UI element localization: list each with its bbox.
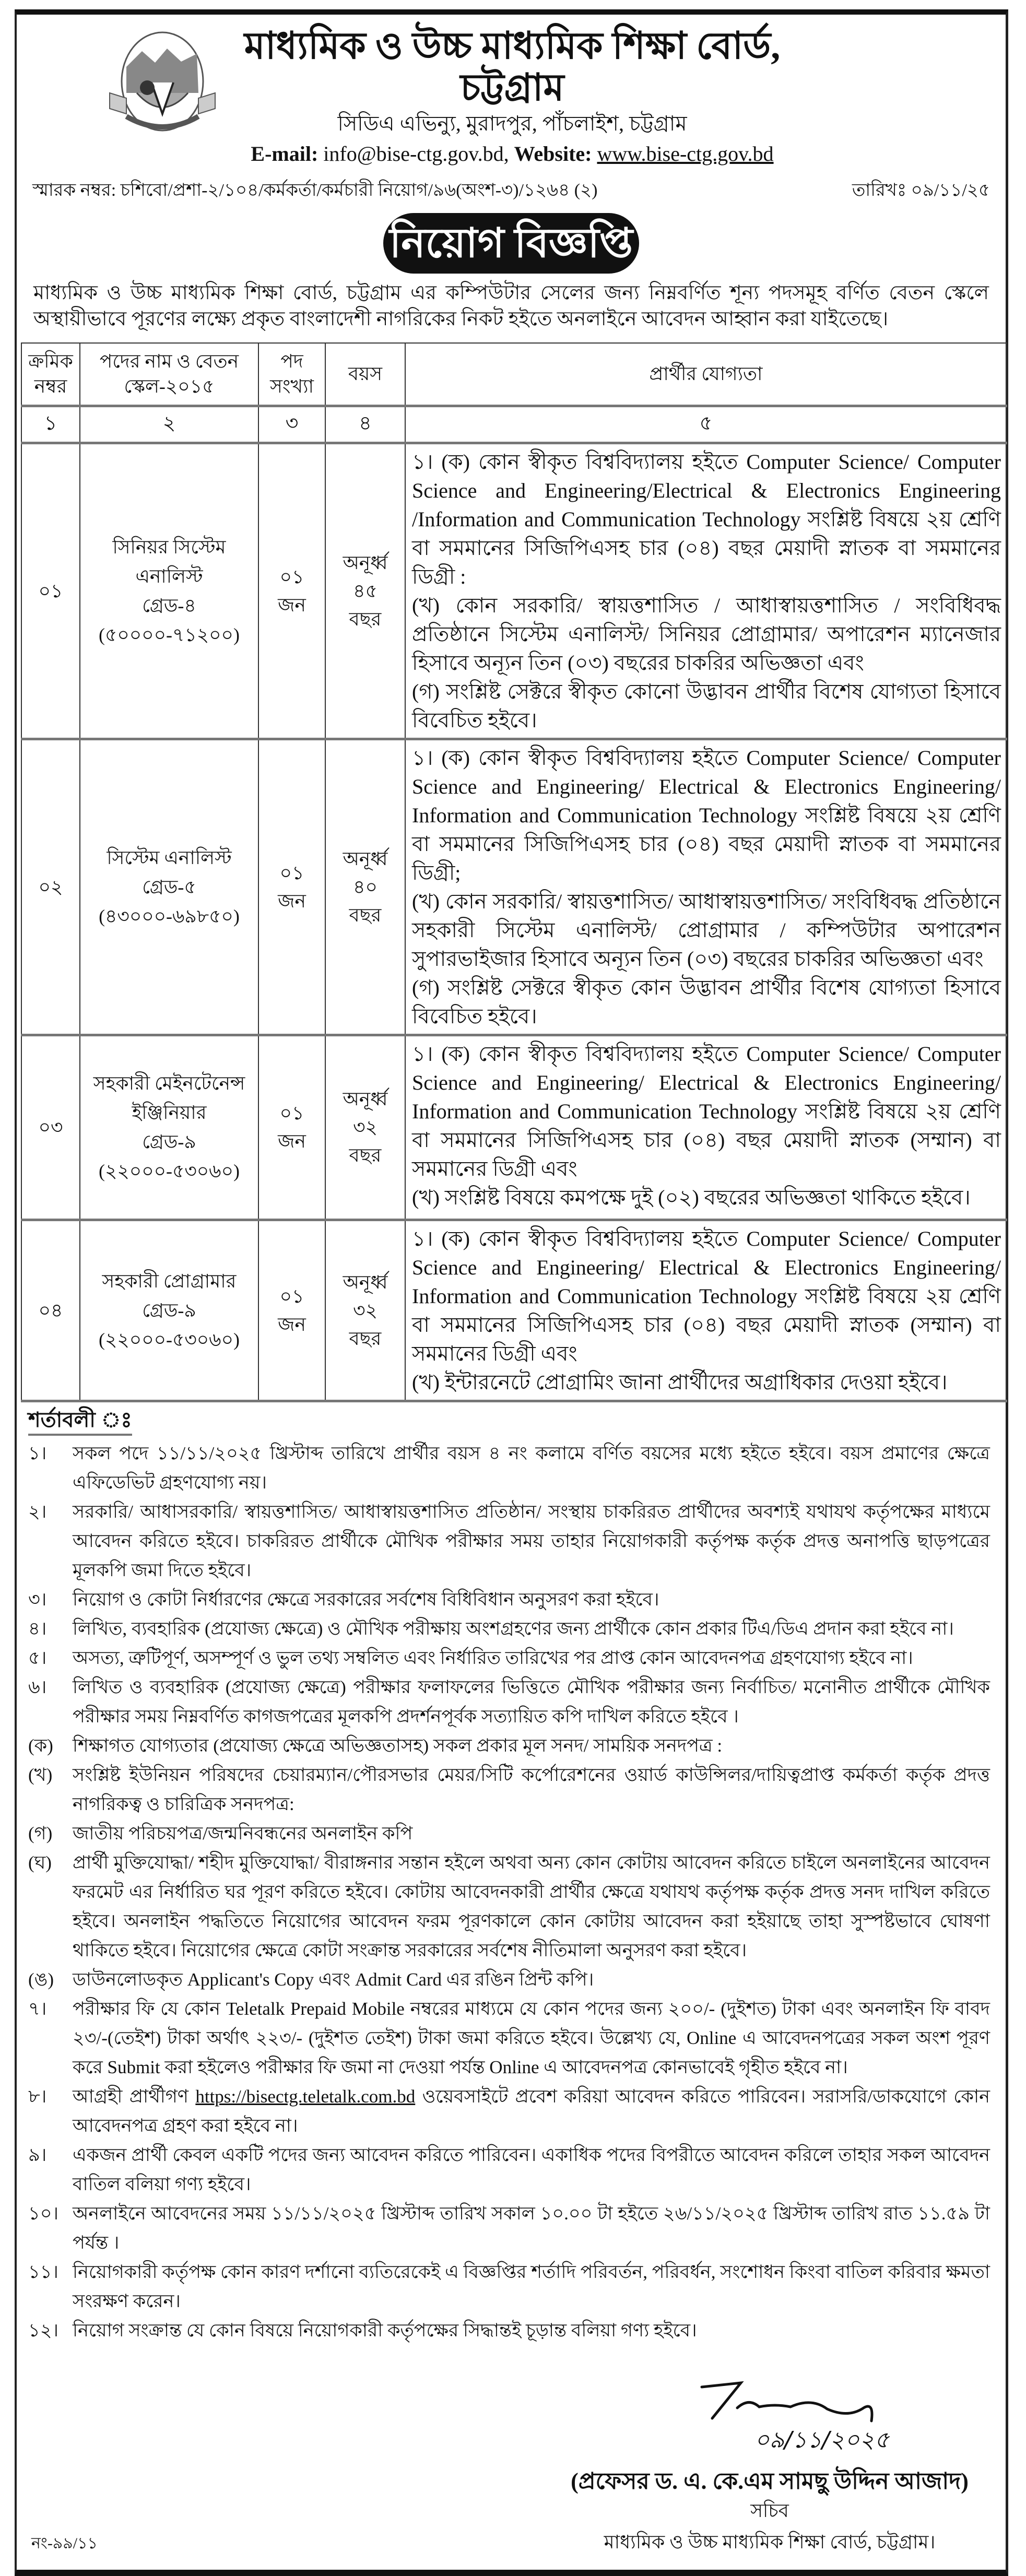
post-cell xyxy=(80,1220,258,1401)
post-count: ০১ xyxy=(279,862,304,883)
condition-item xyxy=(28,2141,990,2199)
age-age: ৩২ xyxy=(353,1117,378,1138)
condition-text xyxy=(73,1585,990,1614)
condition-number: (খ) xyxy=(28,1764,53,1785)
condition-text xyxy=(73,1439,990,1497)
condition-item xyxy=(28,1497,990,1585)
table-header-row xyxy=(21,343,1007,406)
post-line: গ্রেড-৯ xyxy=(142,1299,196,1321)
condition-item xyxy=(28,1819,990,1848)
condition-text-part: একজন প্রার্থী কেবল একটি পদের জন্য আবেদন করিতে পারিবেন। একাধিক পদের বিপরীতে আবেদন করিলে তাহার সকল আবেদন বাতিল বলিয়া গণ্য হইবে। xyxy=(73,2144,990,2194)
condition-item xyxy=(28,1644,990,1673)
column-header-line: ক্রমিক xyxy=(28,351,73,372)
notice-border xyxy=(15,9,1008,2576)
serial-cell: ০৪ xyxy=(21,1220,80,1401)
age-age-prefix: অনূর্ধ্ব xyxy=(343,1089,388,1109)
condition-number: ১২। xyxy=(28,2320,58,2341)
qualification-paragraph: ১। (ক) কোন স্বীকৃত বিশ্ববিদ্যালয় হইতে Computer Science/ Computer Science and Engineering/Electrical & Electronics Engineering /Information and Communication Technology সংশ্লিষ্ট বিষয়ে ২য় শ্রেণি বা সমমানের সিজিপিএসহ চার (০৪) বছর মেয়াদী স্নাতক বা সমমানের ডিগ্রী : xyxy=(412,450,1001,588)
signatory-designation: সচিব xyxy=(750,2500,789,2521)
column-number: ৪ xyxy=(325,406,405,443)
condition-item xyxy=(28,1731,990,1760)
post-count-cell xyxy=(258,739,325,1035)
letterhead-text xyxy=(222,25,802,167)
signature-date: ০৯/১১/২০২৫ xyxy=(754,2426,890,2453)
serial-cell: ০৩ xyxy=(21,1035,80,1220)
post-line: এনালিস্ট xyxy=(135,565,203,587)
post-count-cell xyxy=(258,443,325,739)
intro-paragraph: মাধ্যমিক ও উচ্চ মাধ্যমিক শিক্ষা বোর্ড, চট্টগ্রাম এর কম্পিউটার সেলের জন্য নিম্নবর্ণিত শূন্য পদসমূহ বর্ণিত বেতন স্কেলে অস্থায়ীভাবে পূরণের লক্ষ্যে প্রকৃত বাংলাদেশী নাগরিকের নিকট হইতে অনলাইনে আবেদন আহ্বান করা যাইতেছে। xyxy=(33,282,989,330)
email-address[interactable]: info@bise-ctg.gov.bd, xyxy=(323,142,509,166)
condition-number: ৫। xyxy=(28,1647,47,1668)
qualification-cell xyxy=(405,1220,1007,1401)
condition-item xyxy=(28,1848,990,1965)
condition-text xyxy=(73,1644,990,1673)
condition-item xyxy=(28,1439,990,1497)
age-age-prefix: অনূর্ধ্ব xyxy=(343,848,388,869)
condition-text xyxy=(73,1614,990,1644)
column-header-line: পদের নাম ও বেতন xyxy=(99,351,239,372)
signatory-name: (প্রফেসর ড. এ. কে.এম সামছু উদ্দিন আজাদ) xyxy=(571,2468,969,2494)
post-count-unit: জন xyxy=(278,594,306,616)
post-line: গ্রেড-৯ xyxy=(142,1131,196,1152)
condition-text xyxy=(73,1760,990,1819)
age-age: ৪৫ xyxy=(353,580,378,601)
post-count-cell xyxy=(258,1220,325,1401)
condition-number: (ক) xyxy=(28,1735,53,1756)
condition-text-part: নিয়োগ ও কোটা নির্ধারণের ক্ষেত্রে সরকারের সর্বশেষ বিধিবিধান অনুসরণ করা হইবে। xyxy=(73,1589,659,1610)
column-header xyxy=(405,343,1007,406)
condition-number: ১০। xyxy=(28,2203,58,2224)
age-age-unit: বছর xyxy=(349,1145,382,1166)
condition-text-part: প্রার্থী মুক্তিযোদ্ধা/ শহীদ মুক্তিযোদ্ধা/ বীরাঙ্গনার সন্তান হইলে অথবা অন্য কোন কোটায় আবেদন করিতে চাইলে অনলাইনের আবেদন ফরমেট এর নির্ধারিত ঘর পূরণ করিতে হইবে। কোটায় আবেদনকারী প্রার্থীর ক্ষেত্রে যথাযথ কর্তৃপক্ষ কর্তৃক প্রদত্ত সনদ দাখিল করিতে হইবে। অনলাইন পদ্ধতিতে নিয়োগের আবেদন ফরম পূরণকালে কোন কোটায় আবেদন করা হইয়াছে তাহা সুস্পষ্টভাবে ঘোষণা থাকিতে হইবে। নিয়োগের ক্ষেত্রে কোটা সংক্রান্ত সরকারের সর্বশেষ নীতিমালা অনুসরণ করা হইবে। xyxy=(73,1852,990,1960)
notice-title-badge: নিয়োগ বিজ্ঞপ্তি xyxy=(383,213,639,274)
column-header-line: পদ xyxy=(280,351,303,372)
age-age: ৪০ xyxy=(353,876,378,897)
post-line: (৫০০০০-৭১২০০) xyxy=(99,624,240,645)
table-row xyxy=(21,739,1007,1035)
post-line: (৪৩০০০-৬৯৮৫০) xyxy=(99,905,240,927)
condition-item xyxy=(28,1614,990,1644)
post-line: সিস্টেম এনালিস্ট xyxy=(107,847,232,868)
age-age-unit: বছর xyxy=(349,608,382,630)
post-count-cell xyxy=(258,1035,325,1220)
column-header xyxy=(80,343,258,406)
signatory-organization: মাধ্যমিক ও উচ্চ মাধ্যমিক শিক্ষা বোর্ড, চট্টগ্রাম। xyxy=(604,2531,936,2553)
table-row xyxy=(21,443,1007,739)
qualification-paragraph: (খ) কোন সরকারি/ স্বায়ত্তশাসিত/ আধাস্বায়ত্তশাসিত/ সংবিধিবদ্ধ প্রতিষ্ঠানে সহকারী সিস্টেম এনালিস্ট/ প্রোগ্রামার / কম্পিউটার অপারেশন সুপারভাইজার হিসাবে অন্যূন তিন (০৩) বছরের চাকরির অভিজ্ঞতা এবং xyxy=(412,889,1001,971)
condition-text xyxy=(73,1731,990,1760)
table-row xyxy=(21,1035,1007,1220)
qualification-cell xyxy=(405,1035,1007,1220)
condition-text xyxy=(73,2199,990,2258)
age-age: ৩২ xyxy=(353,1299,378,1321)
condition-text xyxy=(73,1819,990,1848)
qualification-paragraph: (খ) ইন্টারনেটে প্রোগ্রামিং জানা প্রার্থীদের অগ্রাধিকার দেওয়া হইবে। xyxy=(412,1370,948,1394)
column-header-line: স্কেল-২০১৫ xyxy=(124,376,215,397)
column-header-line: সংখ্যা xyxy=(270,376,314,397)
condition-number: (ঘ) xyxy=(28,1852,52,1873)
conditions-list xyxy=(28,1439,990,2345)
condition-number: ২। xyxy=(28,1501,47,1522)
application-website-link[interactable]: https://bisectg.teletalk.com.bd xyxy=(195,2086,416,2107)
table-row xyxy=(21,1220,1007,1401)
condition-text xyxy=(73,2258,990,2316)
column-header-line: বয়স xyxy=(348,363,383,385)
post-line: সহকারী প্রোগ্রামার xyxy=(102,1270,237,1292)
condition-number: (গ) xyxy=(28,1823,53,1844)
email-label: E-mail: xyxy=(251,142,319,166)
condition-text-part: পরীক্ষার ফি যে কোন Teletalk Prepaid Mobile নম্বরের মাধ্যমে যে কোন পদের জন্য ২০০/- (দুইশত) টাকা এবং অনলাইন ফি বাবদ ২৩/-(তেইশ) টাকা অর্থাৎ ২২৩/- (দুইশত তেইশ) টাকা জমা করিতে হইবে। উল্লেখ্য যে, Online এ আবেদনপত্রের সকল অংশ পূরণ করে Submit করা হইলেও পরীক্ষার ফি জমা না দেওয়া পর্যন্ত Online এ আবেদনপত্র কোনভাবেই গৃহীত হইবে না। xyxy=(73,1998,990,2077)
condition-text-part: নিয়োগকারী কর্তৃপক্ষ কোন কারণ দর্শানো ব্যতিরেকেই এ বিজ্ঞপ্তির শর্তাদি পরিবর্তন, পরিবর্ধন, সংশোধন কিংবা বাতিল করিবার ক্ষমতা সংরক্ষণ করেন। xyxy=(73,2261,990,2311)
post-cell xyxy=(80,739,258,1035)
condition-number: ৪। xyxy=(28,1618,47,1639)
condition-number: (ঙ) xyxy=(28,1969,54,1990)
footer-number: নং-৯৯/১১ xyxy=(31,2534,98,2552)
post-count-unit: জন xyxy=(278,890,306,912)
age-age-prefix: অনূর্ধ্ব xyxy=(343,1271,388,1293)
condition-item xyxy=(28,2082,990,2141)
condition-text xyxy=(73,1848,990,1965)
post-cell xyxy=(80,1035,258,1220)
age-age-unit: বছর xyxy=(349,904,382,926)
website-label: Website: xyxy=(514,142,592,166)
condition-text xyxy=(73,1497,990,1585)
conditions-section xyxy=(28,1407,990,2345)
condition-number: ১। xyxy=(28,1443,47,1463)
condition-text xyxy=(73,1994,990,2082)
post-count: ০১ xyxy=(279,566,304,587)
column-header-line: নম্বর xyxy=(34,376,67,397)
condition-text-part: লিখিত, ব্যবহারিক (প্রযোজ্য ক্ষেত্রে) ও মৌখিক পরীক্ষায় অংশগ্রহণের জন্য প্রার্থীকে কোন প্রকার টিএ/ডিএ প্রদান করা হইবে না। xyxy=(73,1618,954,1639)
post-line: ইঞ্জিনিয়ার xyxy=(132,1102,207,1123)
board-title: মাধ্যমিক ও উচ্চ মাধ্যমিক শিক্ষা বোর্ড, চট্টগ্রাম xyxy=(244,25,781,109)
signature-area xyxy=(21,2377,1001,2554)
qualification-paragraph: (খ) সংশ্লিষ্ট বিষয়ে কমপক্ষে দুই (০২) বছরের অভিজ্ঞতা থাকিতে হইবে। xyxy=(412,1185,971,1209)
qualification-paragraph: ১। (ক) কোন স্বীকৃত বিশ্ববিদ্যালয় হইতে Computer Science/ Computer Science and Engineering/ Electrical & Electronics Engineering/ Information and Communication Technology সংশ্লিষ্ট বিষয়ে ২য় শ্রেণি বা সমমানের সিজিপিএসহ চার (০৪) বছর মেয়াদী স্নাতক (সম্মান) বা সমমানের ডিগ্রী এবং xyxy=(412,1226,1001,1365)
post-line: গ্রেড-৫ xyxy=(142,876,196,897)
condition-text-part: নিয়োগ সংক্রান্ত যে কোন বিষয়ে নিয়োগকারী কর্তৃপক্ষের সিদ্ধান্তই চূড়ান্ত বলিয়া গণ্য হইবে। xyxy=(73,2320,697,2341)
condition-text-part: জাতীয় পরিচয়পত্র/জন্মনিবন্ধনের অনলাইন কপি xyxy=(73,1823,413,1844)
conditions-title: শর্তাবলী ঃ xyxy=(28,1407,132,1436)
condition-text-part: অসত্য, ত্রুটিপূর্ণ, অসম্পূর্ণ ও ভুল তথ্য সম্বলিত এবং নির্ধারিত তারিখের পর প্রাপ্ত কোন আবেদনপত্র গ্রহণযোগ্য হইবে না। xyxy=(73,1647,913,1668)
post-count-unit: জন xyxy=(278,1131,306,1152)
post-line: (২২০০০-৫৩০৬০) xyxy=(99,1161,240,1181)
condition-item xyxy=(28,2199,990,2258)
post-line: সিনিয়র সিস্টেম xyxy=(112,536,226,558)
condition-item xyxy=(28,1673,990,1731)
board-logo-emblem xyxy=(105,30,219,133)
website-link[interactable]: www.bise-ctg.gov.bd xyxy=(597,142,774,166)
condition-text-part: লিখিত ও ব্যবহারিক (প্রযোজ্য ক্ষেত্রে) পরীক্ষার ফলাফলের ভিত্তিতে মৌখিক পরীক্ষার জন্য নির্বাচিত/ মনোনীত প্রার্থীকে মৌখিক পরীক্ষার সময় নিম্নবর্ণিত কাগজপত্রের মূলকপি প্রদর্শনপূর্বক সত্যায়িত কপি দাখিল করিতে হইবে । xyxy=(73,1676,990,1727)
age-limit-cell xyxy=(325,443,405,739)
condition-text xyxy=(73,2141,990,2199)
age-age-prefix: অনূর্ধ্ব xyxy=(343,552,388,573)
signature-block xyxy=(545,2377,994,2554)
post-count: ০১ xyxy=(279,1285,304,1307)
memo-date: তারিখঃ ০৯/১১/২৫ xyxy=(852,181,990,200)
condition-number: ৯। xyxy=(28,2144,47,2165)
condition-text-part: ডাউনলোডকৃত Applicant's Copy এবং Admit Card এর রঙিন প্রিন্ট কপি। xyxy=(73,1969,594,1990)
column-header xyxy=(258,343,325,406)
condition-text-part: সংশ্লিষ্ট ইউনিয়ন পরিষদের চেয়ারম্যান/পৌরসভার মেয়র/সিটি কর্পোরেশনের ওয়ার্ড কাউন্সিলর/দায়িত্বপ্রাপ্ত কর্মকর্তা কর্তৃক প্রদত্ত নাগরিকত্ব ও চারিত্রিক সনদপত্র: xyxy=(73,1764,990,1814)
qualification-paragraph: ১। (ক) কোন স্বীকৃত বিশ্ববিদ্যালয় হইতে Computer Science/ Computer Science and Engineering/ Electrical & Electronics Engineering/ Information and Communication Technology সংশ্লিষ্ট বিষয়ে ২য় শ্রেণি বা সমমানের সিজিপিএসহ চার (০৪) বছর মেয়াদী স্নাতক বা সমমানের ডিগ্রী; xyxy=(412,746,1001,884)
column-number-row xyxy=(21,406,1007,443)
serial-cell: ০২ xyxy=(21,739,80,1035)
post-cell xyxy=(80,443,258,739)
column-number: ২ xyxy=(80,406,258,443)
condition-item xyxy=(28,2316,990,2345)
condition-text xyxy=(73,2082,990,2141)
age-age-unit: বছর xyxy=(349,1328,382,1349)
condition-number: ৮। xyxy=(28,2086,47,2107)
vacancy-table xyxy=(21,342,1007,1402)
condition-item xyxy=(28,1965,990,1994)
column-header-line: প্রার্থীর যোগ্যতা xyxy=(649,363,763,385)
condition-text xyxy=(73,1965,990,1994)
column-header xyxy=(325,343,405,406)
signature-scribble xyxy=(691,2377,931,2424)
qualification-cell xyxy=(405,739,1007,1035)
qualification-paragraph: (গ) সংশ্লিষ্ট সেক্টরে স্বীকৃত কোন উদ্ভাবন প্রার্থীর বিশেষ যোগ্যতা হিসাবে বিবেচিত হইবে। xyxy=(412,975,1001,1028)
condition-item xyxy=(28,1585,990,1614)
condition-number: ৬। xyxy=(28,1676,47,1697)
qualification-paragraph: ১। (ক) কোন স্বীকৃত বিশ্ববিদ্যালয় হইতে Computer Science/ Computer Science and Engineering/ Electrical & Electronics Engineering/ Information and Communication Technology সংশ্লিষ্ট বিষয়ে ২য় শ্রেণি বা সমমানের সিজিপিএসহ চার (০৪) বছর মেয়াদী স্নাতক (সম্মান) বা সমমানের ডিগ্রী এবং xyxy=(412,1042,1001,1180)
age-limit-cell xyxy=(325,1220,405,1401)
condition-text-part: অনলাইনে আবেদনের সময় ১১/১১/২০২৫ খ্রিস্টাব্দ তারিখ সকাল ১০.০০ টা হইতে ২৬/১১/২০২৫ খ্রিস্টাব্দ তারিখ রাত ১১.৫৯ টা পর্যন্ত । xyxy=(73,2203,990,2253)
serial-cell: ০১ xyxy=(21,443,80,739)
condition-number: ৭। xyxy=(28,1998,47,2019)
condition-text-part: আগ্রহী প্রার্থীগণ xyxy=(73,2086,196,2107)
post-count-unit: জন xyxy=(278,1314,306,1335)
condition-text-part: শিক্ষাগত যোগ্যতার (প্রযোজ্য ক্ষেত্রে অভিজ্ঞতাসহ) সকল প্রকার মূল সনদ/ সাময়িক সনদপত্র : xyxy=(73,1735,723,1756)
contact-line xyxy=(251,141,773,167)
condition-text xyxy=(73,2316,990,2345)
memo-row xyxy=(32,180,990,202)
condition-item xyxy=(28,2258,990,2316)
column-header xyxy=(21,343,80,406)
condition-text-part: ওয়েবসাইটে প্রবেশ করিয়া আবেদন করিতে পারিবেন। সরাসরি/ডাকযোগে কোন আবেদনপত্র গ্রহণ করা হইবে না। xyxy=(73,2086,990,2136)
board-address: সিডিএ এভিন্যু, মুরাদপুর, পাঁচলাইশ, চট্টগ্রাম xyxy=(337,112,687,135)
column-number: ৩ xyxy=(258,406,325,443)
post-line: গ্রেড-৪ xyxy=(142,595,196,616)
age-limit-cell xyxy=(325,739,405,1035)
post-line: সহকারী মেইনটেনেন্স xyxy=(93,1073,245,1094)
condition-item xyxy=(28,1760,990,1819)
post-line: (২২০০০-৫৩০৬০) xyxy=(99,1329,240,1350)
qualification-cell xyxy=(405,443,1007,739)
letterhead xyxy=(21,25,1001,167)
condition-text-part: সরকারি/ আধাসরকারি/ স্বায়ত্তশাসিত/ আধাস্বায়ত্তশাসিত প্রতিষ্ঠান/ সংস্থায় চাকরিরত প্রার্থীদের অবশ্যই যথাযথ কর্তৃপক্ষের মাধ্যমে আবেদন করিতে হইবে। চাকরিরত প্রার্থীকে মৌখিক পরীক্ষার সময় তাহার নিয়োগকারী কর্তৃপক্ষ কর্তৃক প্রদত্ত অনাপত্তি ছাড়পত্রের মূলকপি জমা দিতে হইবে। xyxy=(73,1501,990,1580)
column-number: ১ xyxy=(21,406,80,443)
age-limit-cell xyxy=(325,1035,405,1220)
condition-text xyxy=(73,1673,990,1731)
column-number: ৫ xyxy=(405,406,1007,443)
qualification-paragraph: (খ) কোন সরকারি/ স্বায়ত্তশাসিত / আধাস্বায়ত্তশাসিত / সংবিধিবদ্ধ প্রতিষ্ঠানে সিস্টেম এনালিস্ট/ সিনিয়র প্রোগ্রামার/ অপারেশন ম্যানেজার হিসাবে অন্যূন তিন (০৩) বছরের চাকরির অভিজ্ঞতা এবং xyxy=(412,593,1001,675)
post-count: ০১ xyxy=(279,1103,304,1124)
memo-number: স্মারক নম্বর: চশিবো/প্রশা-২/১০৪/কর্মকর্তা/কর্মচারী নিয়োগ/৯৬(অংশ-৩)/১২৬৪ (২) xyxy=(32,181,598,200)
qualification-paragraph: (গ) সংশ্লিষ্ট সেক্টরে স্বীকৃত কোনো উদ্ভাবন প্রার্থীর বিশেষ যোগ্যতা হিসাবে বিবেচিত হইবে। xyxy=(412,679,1001,732)
condition-number: ৩। xyxy=(28,1589,47,1610)
condition-text-part: সকল পদে ১১/১১/২০২৫ খ্রিস্টাব্দ তারিখে প্রার্থীর বয়স ৪ নং কলামে বর্ণিত বয়সের মধ্যে হইতে হইবে। বয়স প্রমাণের ক্ষেত্রে এফিডেভিট গ্রহণযোগ্য নয়। xyxy=(73,1443,990,1493)
condition-number: ১১। xyxy=(28,2261,58,2282)
condition-item xyxy=(28,1994,990,2082)
